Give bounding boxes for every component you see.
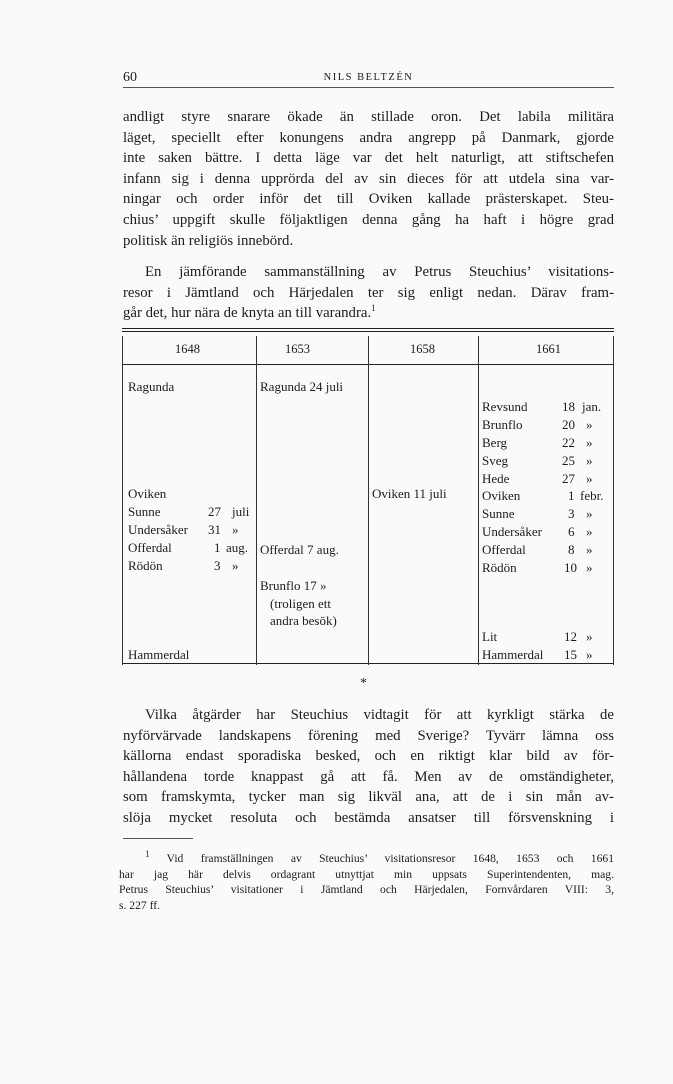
text-line: inte saken bättre. I detta läge var det helt naturligt, att stiftschefen — [123, 150, 614, 167]
month: juli — [232, 504, 250, 519]
place-name: Offerdal — [128, 540, 172, 555]
table-cell — [482, 452, 610, 470]
footnote-rule — [123, 838, 193, 839]
month: » — [232, 522, 239, 537]
table-cell — [128, 557, 252, 575]
table-cell — [482, 487, 610, 505]
day: 12 — [564, 629, 577, 644]
paragraph-1 — [123, 107, 614, 251]
table-top-rule — [122, 328, 614, 329]
text-line: resor i Jämtland och Härjedalen ter sig enligt nedan. Därav fram- — [123, 284, 614, 301]
month: » — [586, 471, 593, 486]
column-divider — [478, 336, 479, 665]
day: 3 — [568, 506, 575, 521]
table-cell — [128, 485, 252, 503]
year-header-1661: 1661 — [536, 342, 561, 356]
table-cell: (troligen ett — [270, 596, 332, 611]
table-cell — [482, 398, 610, 416]
day: 20 — [562, 417, 575, 432]
place-name: Lit — [482, 629, 498, 644]
footnote-line: har jag här delvis ordagrant utnyttjat min uppsats Superintendenten, mag. — [119, 867, 614, 881]
day: 22 — [562, 435, 575, 450]
table-cell — [128, 539, 252, 557]
place-name: Oviken — [128, 486, 167, 501]
month: » — [586, 453, 593, 468]
month: » — [586, 560, 593, 575]
text-line: läget, speciellt efter konungens andra angrepp på Danmark, gjorde — [123, 129, 614, 146]
month: » — [232, 558, 239, 573]
text-line: politisk än religiös innebörd. — [123, 232, 294, 249]
text-line: chius’ uppgift skulle följaktligen denna gång ha haft i högre grad — [123, 211, 614, 228]
month: » — [586, 417, 593, 432]
text-line: hållandena torde knappast gå att få. Men av de omständigheter, — [123, 768, 614, 785]
place-name: Rödön — [482, 560, 517, 575]
month: » — [586, 629, 593, 644]
column-divider — [613, 336, 614, 665]
visitation-table — [122, 328, 614, 665]
table-cell — [482, 559, 610, 577]
table-cell — [128, 378, 252, 396]
paragraph-2 — [123, 262, 614, 324]
footnote-line: s. 227 ff. — [119, 898, 161, 912]
day: 25 — [562, 453, 575, 468]
footnote-reference[interactable]: 1 — [371, 303, 376, 314]
place-name: Ragunda — [128, 379, 175, 394]
table-top-rule-thin — [122, 331, 614, 332]
paragraph-3 — [123, 705, 614, 829]
footnote — [119, 851, 614, 913]
table-cell — [482, 505, 610, 523]
table-cell — [128, 521, 252, 539]
text-line: källorna endast sporadiska besked, och en riktigt klar bild av för- — [123, 748, 614, 765]
text-line: Vilka åtgärder har Steuchius vidtagit för att kyrkligt stärka de — [145, 707, 614, 723]
table-cell — [482, 416, 610, 434]
place-name: Rödön — [128, 558, 163, 573]
table-cell — [482, 628, 610, 646]
place-name: Hede — [482, 471, 510, 486]
day: 31 — [208, 522, 221, 537]
month: » — [586, 435, 593, 450]
month: » — [586, 524, 593, 539]
year-header-1648: 1648 — [175, 342, 200, 356]
day: 10 — [564, 560, 577, 575]
text-line: En jämförande sammanställning av Petrus Steuchius’ visitations- — [145, 264, 614, 280]
footnote-mark: 1 — [145, 849, 150, 860]
day: 18 — [562, 399, 575, 414]
day: 1 — [568, 488, 575, 503]
text-line: som framskymta, tycker man sig likväl ana, att de i sin mån av- — [123, 789, 614, 806]
text-line: nyförvärvade landskapens förening med Sverige? Tyvärr lämna oss — [123, 727, 614, 744]
day: 27 — [562, 471, 575, 486]
text-line-content: går det, hur nära de knyta an till varandra. — [123, 305, 372, 322]
place-name: Oviken — [482, 488, 521, 503]
page-number: 60 — [123, 70, 137, 85]
day: 3 — [214, 558, 221, 573]
table-cell — [128, 503, 252, 521]
place-name: Sveg — [482, 453, 508, 468]
month: jan. — [582, 399, 602, 414]
place-name: Hammerdal — [482, 647, 544, 662]
place-name: Sunne — [128, 504, 161, 519]
table-cell: Brunflo 17 » — [260, 578, 327, 593]
text-line — [123, 303, 614, 324]
text-line: ningar och order inför det till Oviken kallade prästerskapet. Steu- — [123, 191, 614, 208]
place-name: Offerdal — [482, 542, 526, 557]
running-head: NILS BELTZÉN — [323, 72, 414, 83]
column-divider — [122, 336, 123, 665]
header-rule — [123, 87, 614, 88]
table-cell — [482, 523, 610, 541]
table-cell — [482, 646, 610, 664]
place-name: Sunne — [482, 506, 515, 521]
table-cell — [482, 434, 610, 452]
footnote-text: Vid framställningen av Steuchius’ visitationsresor 1648, 1653 och 1661 — [166, 852, 614, 865]
day: 6 — [568, 524, 575, 539]
place-name: Berg — [482, 435, 508, 450]
footnote-line — [119, 851, 614, 867]
table-cell: Offerdal 7 aug. — [260, 542, 339, 557]
place-name: Brunflo — [482, 417, 523, 432]
column-divider — [368, 336, 369, 665]
text-line: infann sig i denna upprörda del av sin dieces för att utdela sina var- — [123, 170, 614, 187]
table-cell — [482, 541, 610, 559]
day: 15 — [564, 647, 577, 662]
place-name: Hammerdal — [128, 647, 190, 662]
table-cell: andra besök) — [270, 613, 337, 628]
month: febr. — [580, 488, 604, 503]
month: » — [586, 647, 593, 662]
day: 27 — [208, 504, 221, 519]
section-separator: * — [360, 676, 367, 691]
place-name: Revsund — [482, 399, 528, 414]
page-header — [123, 70, 614, 86]
month: aug. — [226, 540, 249, 555]
table-cell: Oviken 11 juli — [372, 486, 447, 501]
column-divider — [256, 336, 257, 665]
table-cell — [482, 470, 610, 488]
month: » — [586, 542, 593, 557]
table-cell — [128, 646, 252, 664]
footnote-line: Petrus Steuchius’ visitationer i Jämtland och Härjedalen, Fornvårdaren VIII: 3, — [119, 883, 614, 897]
text-line: andligt styre snarare ökade än stillade oron. Det labila militära — [123, 109, 614, 125]
day: 8 — [568, 542, 575, 557]
text-line: slöja mycket resoluta och bestämda ansatser till försvenskning i — [123, 809, 614, 826]
month: » — [586, 506, 593, 521]
year-header-1658: 1658 — [410, 342, 435, 356]
day: 1 — [214, 540, 221, 555]
table-cell: Ragunda 24 juli — [260, 379, 344, 394]
place-name: Undersåker — [482, 524, 542, 539]
place-name: Undersåker — [128, 522, 188, 537]
year-header-1653: 1653 — [285, 342, 310, 356]
